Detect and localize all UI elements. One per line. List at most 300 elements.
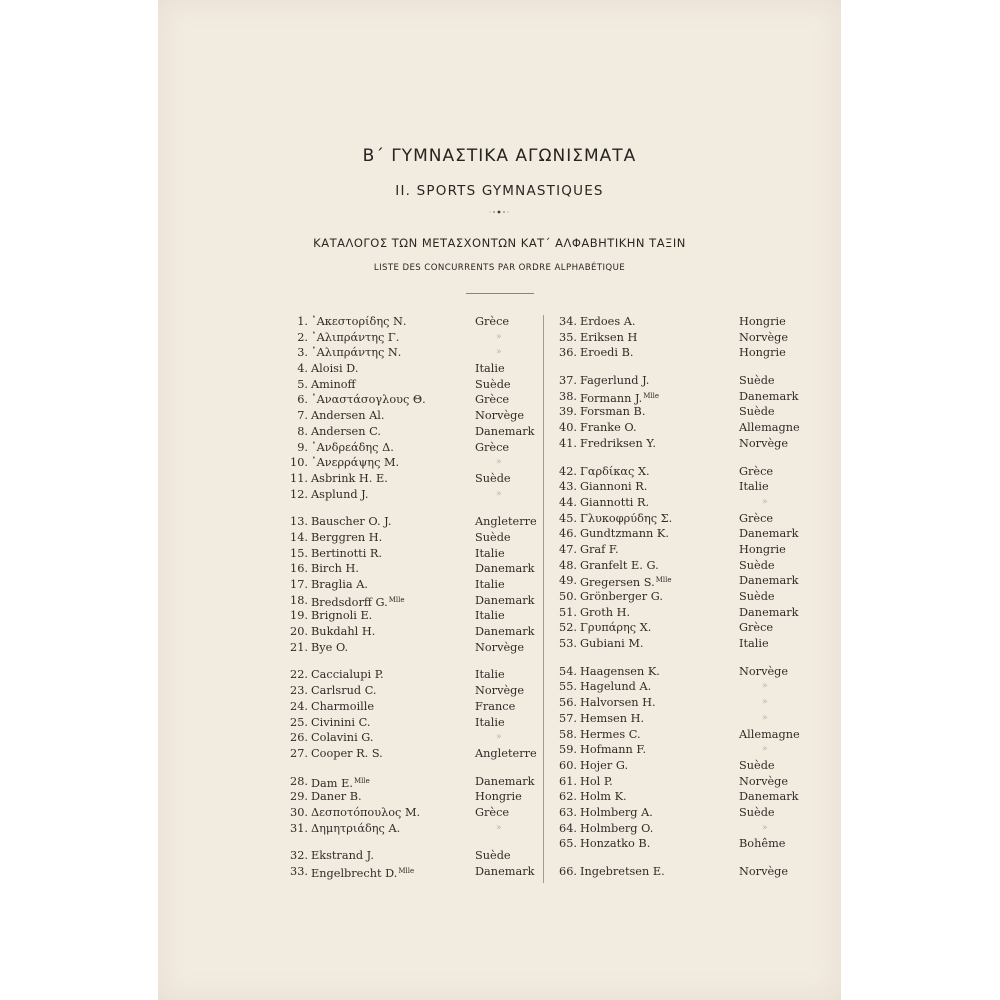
list-item	[283, 699, 541, 715]
entry-number: 57.	[559, 711, 577, 725]
competitor-name-text: Hojer G.	[580, 758, 629, 772]
document-page	[158, 0, 841, 1000]
list-item	[553, 821, 803, 837]
list-item	[553, 495, 803, 511]
competitor-name	[311, 730, 373, 746]
entry-number: 66.	[559, 865, 577, 878]
competitor-name-text: Halvorsen H.	[580, 696, 656, 710]
entry-number: 51.	[559, 605, 577, 619]
country-label: Danemark	[475, 424, 535, 438]
country-label: Bohême	[739, 837, 786, 851]
list-item	[283, 314, 541, 330]
entry-number: 28.	[290, 774, 308, 788]
competitor-name-text: Hermes C.	[580, 727, 641, 741]
entry-group	[283, 314, 541, 502]
country-label: Hongrie	[739, 315, 786, 328]
competitor-name	[311, 577, 368, 593]
entry-group	[283, 514, 541, 655]
entry-number: 10.	[290, 456, 308, 470]
list-item	[553, 404, 803, 420]
country-label: France	[475, 699, 516, 713]
competitor-name-text: Daner B.	[311, 790, 362, 804]
entry-number: 34.	[559, 315, 577, 328]
competitor-name-text: Berggren H.	[311, 530, 383, 544]
list-item	[283, 608, 541, 624]
competitor-name	[311, 848, 374, 864]
country-label: »	[496, 457, 502, 468]
entry-number: 61.	[559, 774, 577, 788]
entry-group	[283, 667, 541, 761]
country-label: Norvège	[739, 436, 789, 450]
entry-number: 25.	[290, 715, 308, 729]
country-label: Italie	[475, 715, 505, 729]
list-item	[553, 330, 803, 346]
competitor-name	[311, 667, 384, 683]
list-heading-french: LISTE DES CONCURRENTS PAR ORDRE ALPHABÉTIQUE	[373, 263, 626, 273]
competitor-name-text: Bye O.	[311, 640, 349, 654]
title-superscript: Mlle	[655, 576, 672, 585]
heading-rule	[466, 293, 534, 294]
competitor-name	[580, 864, 665, 880]
competitor-name	[580, 695, 656, 711]
title-superscript: Mlle	[353, 776, 370, 785]
entry-number: 60.	[559, 758, 577, 772]
competitor-name-text: ᾿Ανδρεάδης Δ.	[311, 440, 394, 454]
country-label: Hongrie	[475, 790, 522, 804]
title-superscript: Mlle	[398, 867, 415, 875]
country-label: Suède	[475, 849, 511, 863]
competitor-name	[311, 699, 374, 715]
competitor-name-text: Graf F.	[580, 542, 619, 556]
competitor-name	[311, 805, 420, 821]
competitor-name-text: ᾿Αλιπράντης Ν.	[311, 346, 402, 360]
competitor-name-text: Engelbrecht D.	[311, 867, 398, 880]
competitor-name-text: Hol P.	[580, 774, 613, 788]
competitor-name-text: Holmberg A.	[580, 805, 653, 819]
list-item	[283, 640, 541, 656]
competitor-name-text: Civinini C.	[311, 715, 371, 729]
entry-number: 11.	[290, 471, 308, 485]
competitor-name	[311, 864, 414, 882]
entry-number: 17.	[290, 578, 308, 591]
country-label: Italie	[739, 480, 769, 494]
list-item	[283, 561, 541, 577]
list-item	[283, 330, 541, 346]
country-label: Suède	[475, 471, 511, 485]
entry-number: 18.	[290, 593, 308, 607]
country-label: Danemark	[475, 625, 535, 639]
competitor-name-text: Fredriksen Y.	[580, 436, 656, 450]
list-item	[283, 530, 541, 546]
competitor-name-text: Aloisi D.	[311, 362, 359, 376]
column-separator	[543, 315, 544, 883]
list-item	[283, 361, 541, 377]
country-label: »	[762, 697, 768, 708]
competitor-name-text: Braglia A.	[311, 578, 368, 591]
competitor-name	[580, 526, 669, 542]
competitor-name-text: Aminoff	[311, 377, 356, 391]
entry-number: 38.	[559, 389, 577, 403]
list-item	[283, 593, 541, 609]
entry-number: 7.	[297, 409, 308, 423]
competitor-name-text: Andersen Al.	[311, 409, 385, 423]
list-item	[553, 620, 803, 636]
competitor-name	[580, 636, 644, 652]
country-label: Suède	[739, 405, 775, 419]
country-label: »	[496, 488, 502, 499]
country-label: Italie	[475, 546, 505, 560]
country-label: Italie	[739, 637, 769, 651]
entry-number: 6.	[297, 393, 308, 407]
list-item	[283, 821, 541, 837]
entry-number: 26.	[290, 731, 308, 745]
entry-number: 50.	[559, 590, 577, 603]
entry-number: 63.	[559, 805, 577, 819]
list-item	[283, 789, 541, 805]
list-item	[283, 424, 541, 440]
list-item	[283, 345, 541, 361]
entry-number: 8.	[297, 424, 308, 438]
competitor-name	[311, 821, 400, 837]
entry-number: 9.	[297, 440, 308, 454]
list-item	[553, 774, 803, 790]
list-item	[553, 864, 803, 880]
country-label: »	[762, 496, 768, 507]
competitor-name	[580, 330, 637, 346]
competitor-name	[580, 558, 659, 574]
list-item	[553, 836, 803, 852]
competitor-name-text: Bredsdorff G.	[311, 595, 388, 609]
competitor-name-text: Bertinotti R.	[311, 546, 382, 560]
entry-group	[553, 864, 803, 880]
competitor-name	[580, 620, 651, 636]
competitor-name-text: Holm K.	[580, 790, 627, 804]
country-label: Angleterre	[475, 515, 537, 529]
competitor-name-text: Charmoille	[311, 699, 375, 713]
competitor-name-text: Erdoes A.	[580, 315, 636, 328]
list-item	[553, 373, 803, 389]
entry-number: 49.	[559, 574, 577, 588]
competitor-name	[580, 821, 653, 837]
competitor-name-text: Γλυκοφρύδης Σ.	[580, 511, 673, 525]
entry-number: 36.	[559, 346, 577, 360]
country-label: Angleterre	[475, 746, 537, 760]
competitor-name	[580, 727, 641, 743]
list-item	[283, 730, 541, 746]
country-label: Norvège	[475, 640, 525, 654]
entry-number: 24.	[290, 699, 308, 713]
country-label: Norvège	[739, 330, 789, 344]
list-item	[553, 789, 803, 805]
country-label: Danemark	[475, 593, 535, 607]
list-item	[283, 805, 541, 821]
entry-number: 62.	[559, 790, 577, 804]
country-label: Danemark	[739, 389, 799, 403]
entry-number: 16.	[290, 562, 308, 576]
competitor-name-text: Carlsrud C.	[311, 684, 377, 698]
list-item	[283, 546, 541, 562]
entry-number: 44.	[559, 495, 577, 509]
entry-group	[553, 664, 803, 852]
competitor-name-text: Γαρδίκας Χ.	[580, 464, 650, 478]
country-label: Danemark	[475, 774, 535, 788]
list-item	[283, 487, 541, 503]
list-item	[283, 577, 541, 593]
list-item	[553, 436, 803, 452]
list-item	[283, 471, 541, 487]
country-label: Danemark	[739, 605, 799, 619]
entry-number: 2.	[297, 330, 308, 344]
title-superscript: Mlle	[388, 595, 405, 604]
country-label: Suède	[739, 758, 775, 772]
country-label: Suède	[739, 590, 775, 603]
list-heading-greek: ΚΑΤΑΛΟΓΟΣ ΤΩΝ ΜΕΤΑΣΧΟΝΤΩΝ ΚΑΤ΄ ΑΛΦΑΒΗΤΙΚΗΝ ΤΑΞΙΝ	[313, 236, 686, 250]
competitor-name	[311, 392, 426, 408]
country-label: Allemagne	[739, 727, 800, 741]
list-item	[553, 695, 803, 711]
competitor-name	[311, 487, 368, 503]
competitor-name	[311, 440, 394, 456]
competitor-name	[311, 330, 399, 346]
entry-number: 22.	[290, 668, 308, 682]
list-item	[553, 805, 803, 821]
competitor-name	[311, 789, 362, 805]
country-label: Hongrie	[739, 346, 786, 360]
competitor-name	[580, 789, 627, 805]
competitor-name-text: Asplund J.	[311, 487, 369, 501]
entry-number: 29.	[290, 790, 308, 804]
competitor-name	[311, 640, 348, 656]
competitor-name-text: Granfelt E. G.	[580, 558, 659, 572]
country-label: Suède	[475, 377, 511, 391]
entry-number: 55.	[559, 680, 577, 694]
entry-group	[283, 848, 541, 879]
country-label: Norvège	[739, 664, 789, 678]
competitor-name-text: Formann J.	[580, 391, 643, 405]
entry-number: 58.	[559, 727, 577, 741]
competitor-name	[580, 314, 636, 330]
country-label: »	[762, 712, 768, 723]
competitor-name	[580, 589, 663, 605]
country-label: Suède	[475, 530, 511, 544]
competitor-name-text: Bauscher O. J.	[311, 515, 392, 529]
country-label: Norvège	[475, 409, 525, 423]
competitor-name	[311, 314, 407, 330]
list-item	[283, 408, 541, 424]
competitor-name	[580, 345, 633, 361]
competitor-name	[311, 471, 388, 487]
entry-number: 14.	[290, 530, 308, 544]
competitor-name	[311, 514, 391, 530]
competitor-name-text: Fagerlund J.	[580, 374, 650, 388]
country-label: Grèce	[475, 393, 510, 407]
competitor-name-text: Δεσποτόπουλος Μ.	[311, 805, 421, 819]
competitor-name	[311, 424, 381, 440]
list-item	[553, 679, 803, 695]
competitor-name	[311, 683, 377, 699]
competitor-name-text: Ingebretsen E.	[580, 865, 665, 878]
competitor-name-text: Giannoni R.	[580, 480, 648, 494]
list-item	[553, 558, 803, 574]
entry-group	[553, 373, 803, 451]
list-item	[553, 742, 803, 758]
competitor-name	[580, 511, 672, 527]
competitor-name-text: Grönberger G.	[580, 590, 663, 603]
entry-number: 56.	[559, 696, 577, 710]
competitor-name	[580, 404, 645, 420]
entry-number: 54.	[559, 664, 577, 678]
entry-number: 20.	[290, 625, 308, 639]
competitor-name-text: Caccialupi P.	[311, 668, 384, 682]
competitor-name	[311, 408, 384, 424]
list-item	[553, 526, 803, 542]
entry-number: 1.	[297, 315, 308, 328]
entry-number: 48.	[559, 558, 577, 572]
entry-number: 40.	[559, 421, 577, 435]
list-item	[553, 573, 803, 589]
ornament-divider	[488, 208, 510, 216]
competitor-name	[311, 345, 401, 361]
list-item	[553, 479, 803, 495]
competitor-name	[311, 608, 372, 624]
list-item	[553, 636, 803, 652]
competitor-name-text: ᾿Αναστάσογλους Θ.	[311, 393, 426, 407]
competitor-name	[311, 455, 399, 471]
list-item	[553, 420, 803, 436]
country-label: Suède	[739, 374, 775, 388]
list-item	[553, 727, 803, 743]
country-label: »	[496, 822, 502, 833]
entry-number: 39.	[559, 405, 577, 419]
competitor-name-text: Groth H.	[580, 605, 631, 619]
country-label: Grèce	[739, 621, 774, 635]
entry-number: 30.	[290, 805, 308, 819]
competitor-name-text: Hemsen H.	[580, 711, 645, 725]
competitor-name	[580, 495, 649, 511]
list-item	[283, 683, 541, 699]
competitor-name	[580, 805, 653, 821]
competitor-name-text: ᾿Αλιπράντης Γ.	[311, 330, 400, 344]
competitor-name-text: Γρυπάρης Χ.	[580, 621, 652, 635]
column-right	[553, 314, 803, 892]
country-label: Suède	[739, 805, 775, 819]
country-label: »	[496, 347, 502, 358]
entry-number: 33.	[290, 865, 308, 878]
country-label: Grèce	[739, 464, 774, 478]
entry-number: 19.	[290, 609, 308, 623]
competitor-name-text: Δημητριάδης Α.	[311, 821, 401, 835]
list-item	[553, 605, 803, 621]
list-item	[283, 864, 541, 880]
entry-number: 65.	[559, 837, 577, 851]
entry-number: 53.	[559, 637, 577, 651]
entry-group	[553, 314, 803, 361]
list-item	[283, 377, 541, 393]
list-item	[553, 758, 803, 774]
competitor-name	[311, 546, 382, 562]
competitor-name	[580, 464, 650, 480]
entry-number: 64.	[559, 821, 577, 835]
competitor-name-text: Holmberg O.	[580, 821, 654, 835]
page-title-french: II. SPORTS GYMNASTIQUES	[395, 183, 604, 199]
competitor-name-text: Asbrink H. E.	[311, 471, 388, 485]
country-label: Danemark	[739, 574, 799, 588]
competitor-name-text: Franke O.	[580, 421, 637, 435]
list-item	[553, 314, 803, 330]
competitor-name	[580, 605, 630, 621]
competitor-name-text: Andersen C.	[311, 424, 381, 438]
competitor-name-text: Forsman B.	[580, 405, 646, 419]
competitor-name	[580, 436, 656, 452]
competitor-name	[580, 836, 650, 852]
country-label: »	[762, 744, 768, 755]
country-label: Grèce	[475, 440, 510, 454]
country-label: »	[762, 822, 768, 833]
entry-number: 4.	[297, 362, 308, 376]
country-label: Danemark	[739, 527, 799, 541]
country-label: Danemark	[739, 790, 799, 804]
country-label: Danemark	[475, 865, 535, 878]
competitor-name-text: Dam E.	[311, 776, 353, 790]
competitor-name-text: Birch H.	[311, 562, 359, 576]
competitor-name-text: Hagelund A.	[580, 680, 652, 694]
competitor-name	[580, 758, 628, 774]
competitor-name	[311, 715, 370, 731]
entry-number: 46.	[559, 527, 577, 541]
column-left	[283, 314, 541, 892]
country-label: Italie	[475, 362, 505, 376]
competitor-name	[580, 774, 613, 790]
competitor-name	[580, 664, 660, 680]
competitor-name-text: Hofmann F.	[580, 743, 647, 757]
list-item	[283, 392, 541, 408]
list-item	[283, 514, 541, 530]
list-item	[553, 511, 803, 527]
entry-number: 41.	[559, 436, 577, 450]
entry-number: 35.	[559, 330, 577, 344]
competitor-name	[311, 377, 356, 393]
entry-number: 42.	[559, 464, 577, 478]
competitor-name-text: Giannotti R.	[580, 495, 650, 509]
entry-number: 52.	[559, 621, 577, 635]
competitor-name-text: Brignoli E.	[311, 609, 373, 623]
competitor-name-text: Gubiani M.	[580, 637, 644, 651]
page-title-greek: Β΄ ΓΥΜΝΑΣΤΙΚΑ ΑΓΩΝΙΣΜΑΤΑ	[362, 146, 637, 166]
country-label: Danemark	[475, 562, 535, 576]
list-item	[553, 345, 803, 361]
competitor-name	[311, 561, 359, 577]
entry-number: 12.	[290, 487, 308, 501]
list-item	[283, 746, 541, 762]
entry-number: 43.	[559, 480, 577, 494]
list-item	[553, 664, 803, 680]
competitor-name-text: Gundtzmann K.	[580, 527, 669, 541]
entry-number: 3.	[297, 346, 308, 360]
entry-number: 45.	[559, 511, 577, 525]
country-label: Norvège	[739, 774, 789, 788]
competitor-name	[580, 542, 619, 558]
list-item	[283, 667, 541, 683]
entry-number: 59.	[559, 743, 577, 757]
country-label: Italie	[475, 609, 505, 623]
list-item	[283, 715, 541, 731]
country-label: Allemagne	[739, 421, 800, 435]
entry-number: 15.	[290, 546, 308, 560]
competitor-name-text: Honzatko B.	[580, 837, 651, 851]
country-label: Grèce	[475, 315, 510, 328]
competitor-name	[580, 679, 651, 695]
country-label: Norvège	[475, 684, 525, 698]
